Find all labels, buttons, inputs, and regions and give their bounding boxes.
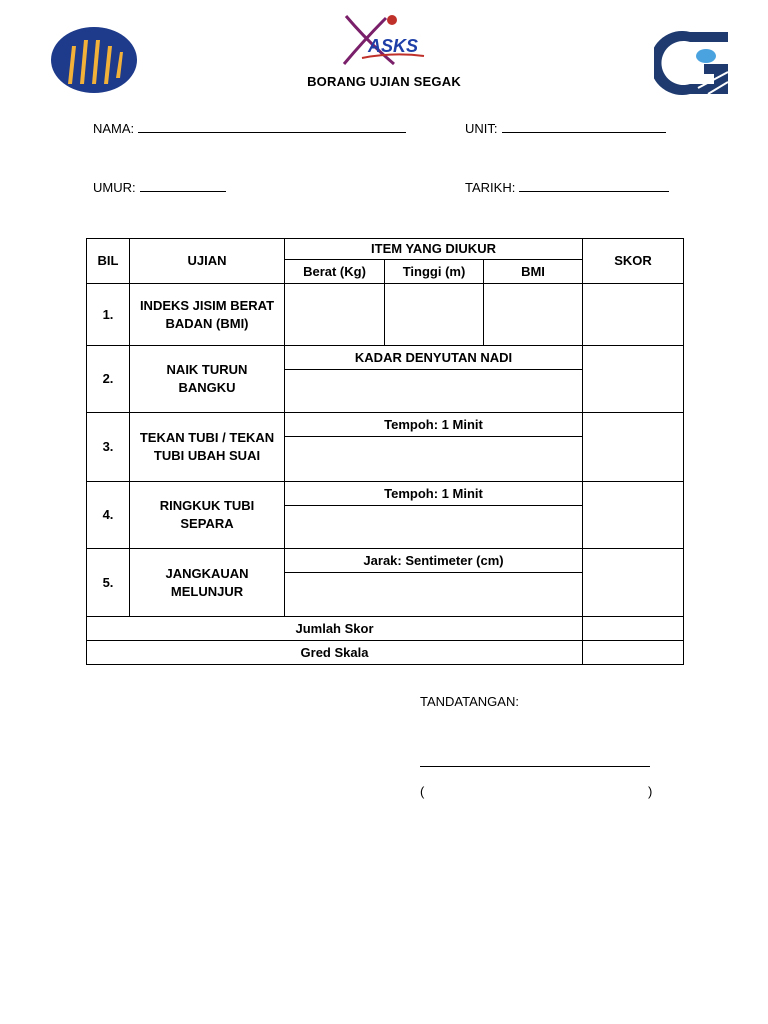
row-ujian: NAIK TURUN BANGKU [130,346,285,413]
subheader-bmi: BMI [484,260,583,284]
berat-input-cell[interactable] [285,284,385,346]
signature-label: TANDATANGAN: [420,694,519,709]
header-item-diukur: ITEM YANG DIUKUR [285,239,583,260]
subheader-berat: Berat (Kg) [285,260,385,284]
measure-input-area[interactable] [285,506,582,548]
skor-input-cell[interactable] [583,482,684,549]
row-ujian: INDEKS JISIM BERAT BADAN (BMI) [130,284,285,346]
measure-cell [285,413,583,482]
header-bil: BIL [87,239,130,284]
measure-cell [285,549,583,617]
gred-skala-label: Gred Skala [87,641,583,665]
asks-logo-text: ASKS [368,36,419,56]
signature-name-close-paren: ) [648,784,653,799]
header-skor: SKOR [583,239,684,284]
nama-label: NAMA: [93,121,135,136]
nama-field[interactable] [93,120,406,136]
row-bil: 5. [87,549,130,617]
measure-cell [285,346,583,413]
signature-line[interactable] [420,766,650,767]
unit-input-line[interactable] [502,120,666,133]
unit-field[interactable] [465,120,666,136]
table-row [87,549,684,617]
umur-input-line[interactable] [140,179,226,192]
subheader-tinggi: Tinggi (m) [385,260,484,284]
measure-label: Tempoh: 1 Minit [285,482,582,506]
skor-input-cell[interactable] [583,284,684,346]
measure-input-area[interactable] [285,573,582,616]
bmi-input-cell[interactable] [484,284,583,346]
gred-skala-input[interactable] [583,641,684,665]
table-row [87,482,684,549]
table-row [87,284,684,346]
skor-input-cell[interactable] [583,346,684,413]
skor-input-cell[interactable] [583,549,684,617]
table-row [87,413,684,482]
measure-cell [285,482,583,549]
ipg-logo-text: IPG [670,59,695,75]
header-ujian: UJIAN [130,239,285,284]
tinggi-input-cell[interactable] [385,284,484,346]
tarikh-label: TARIKH: [465,180,516,195]
table-row [87,346,684,413]
row-ujian: JANGKAUAN MELUNJUR [130,549,285,617]
measure-label: Tempoh: 1 Minit [285,413,582,437]
measure-label: KADAR DENYUTAN NADI [285,346,582,370]
row-bil: 4. [87,482,130,549]
nama-input-line[interactable] [138,120,406,133]
form-title: BORANG UJIAN SEGAK [307,74,461,89]
tarikh-input-line[interactable] [519,179,669,192]
row-ujian: RINGKUK TUBI SEPARA [130,482,285,549]
tarikh-field[interactable] [465,179,669,195]
row-bil: 2. [87,346,130,413]
signature-name-open-paren: ( [420,784,425,799]
umur-field[interactable] [93,179,226,195]
row-ujian: TEKAN TUBI / TEKAN TUBI UBAH SUAI [130,413,285,482]
unit-label: UNIT: [465,121,498,136]
jumlah-skor-input[interactable] [583,617,684,641]
jumlah-skor-label: Jumlah Skor [87,617,583,641]
umur-label: UMUR: [93,180,136,195]
measure-input-area[interactable] [285,370,582,412]
asks-logo [338,12,430,70]
row-bil: 1. [87,284,130,346]
measure-input-area[interactable] [285,437,582,481]
segak-table [86,238,684,665]
skor-input-cell[interactable] [583,413,684,482]
measure-label: Jarak: Sentimeter (cm) [285,549,582,573]
row-bil: 3. [87,413,130,482]
